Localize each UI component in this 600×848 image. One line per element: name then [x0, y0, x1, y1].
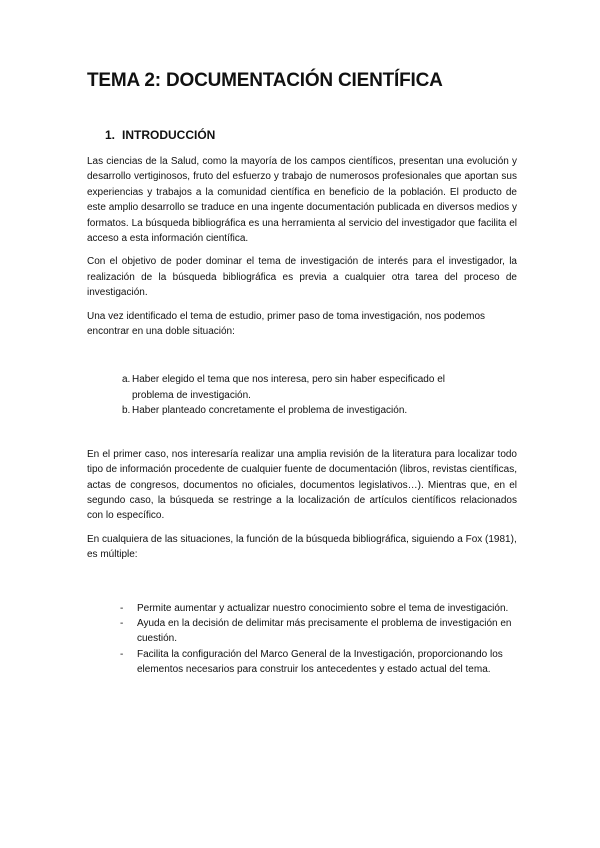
list-marker: - — [120, 617, 124, 629]
section-number: 1. — [105, 128, 116, 142]
list-item — [120, 616, 517, 647]
list-marker: - — [120, 648, 124, 660]
list-item-text: Permite aumentar y actualizar nuestro conocimiento sobre el tema de investigación. — [137, 602, 509, 614]
paragraph-first-case: En el primer caso, nos interesaría realizar una amplia revisión de la literatura para localizar todo tipo de información procedente de cualquier fuente de documentación (libros, revistas científicas, actas de congresos, documentos no oficiales, documentos legislativos…). Mientras que, en el segundo caso, la búsqueda se restringe a la localización de artículos científicos relacionados con lo específico. — [87, 448, 517, 522]
list-marker: a. — [122, 374, 131, 386]
list-item — [122, 403, 517, 418]
list-item — [122, 372, 517, 403]
paragraph-objective: Con el objetivo de poder dominar el tema de investigación de interés para el investigador, la realización de la búsqueda bibliográfica es previa a cualquier otra tarea del proceso de investigación. — [87, 256, 517, 299]
list-item-text: Ayuda en la decisión de delimitar más precisamente el problema de investigación en cuestión. — [137, 617, 512, 645]
function-list — [120, 601, 517, 678]
paragraph-function: En cualquiera de las situaciones, la función de la búsqueda bibliográfica, siguiendo a Fox (1981), es múltiple: — [87, 533, 517, 561]
list-item-text: Haber elegido el tema que nos interesa, pero sin haber especificado el problema de investigación. — [132, 374, 445, 401]
section-title: INTRODUCCIÓN — [122, 128, 216, 142]
list-item — [120, 647, 517, 678]
page-title: TEMA 2: DOCUMENTACIÓN CIENTÍFICA — [87, 70, 443, 91]
section-heading — [105, 128, 517, 142]
paragraph-situation: Una vez identificado el tema de estudio, primer paso de toma investigación, nos podemos encontrar en una doble situación: — [87, 310, 486, 338]
document-page — [87, 70, 517, 678]
situation-list — [122, 372, 517, 418]
list-item — [120, 601, 517, 616]
list-item-text: Haber planteado concretamente el problema de investigación. — [132, 405, 408, 417]
list-item-text: Facilita la configuración del Marco General de la Investigación, proporcionando los elementos necesarios para construir los antecedentes y estado actual del tema. — [137, 648, 503, 676]
list-marker: b. — [122, 405, 131, 417]
paragraph-intro: Las ciencias de la Salud, como la mayoría de los campos científicos, presentan una evolución y desarrollo vertiginosos, fruto del esfuerzo y trabajo de numerosos profesionales que aportan sus experiencias y trabajos a la comunidad científica en beneficio de la población. El producto de este amplio desarrollo se traduce en una ingente documentación publicada en diversos medios y formatos. La búsqueda bibliográfica es una herramienta al servicio del investigador que facilita el acceso a esta información científica. — [87, 156, 517, 245]
list-marker: - — [120, 602, 124, 614]
